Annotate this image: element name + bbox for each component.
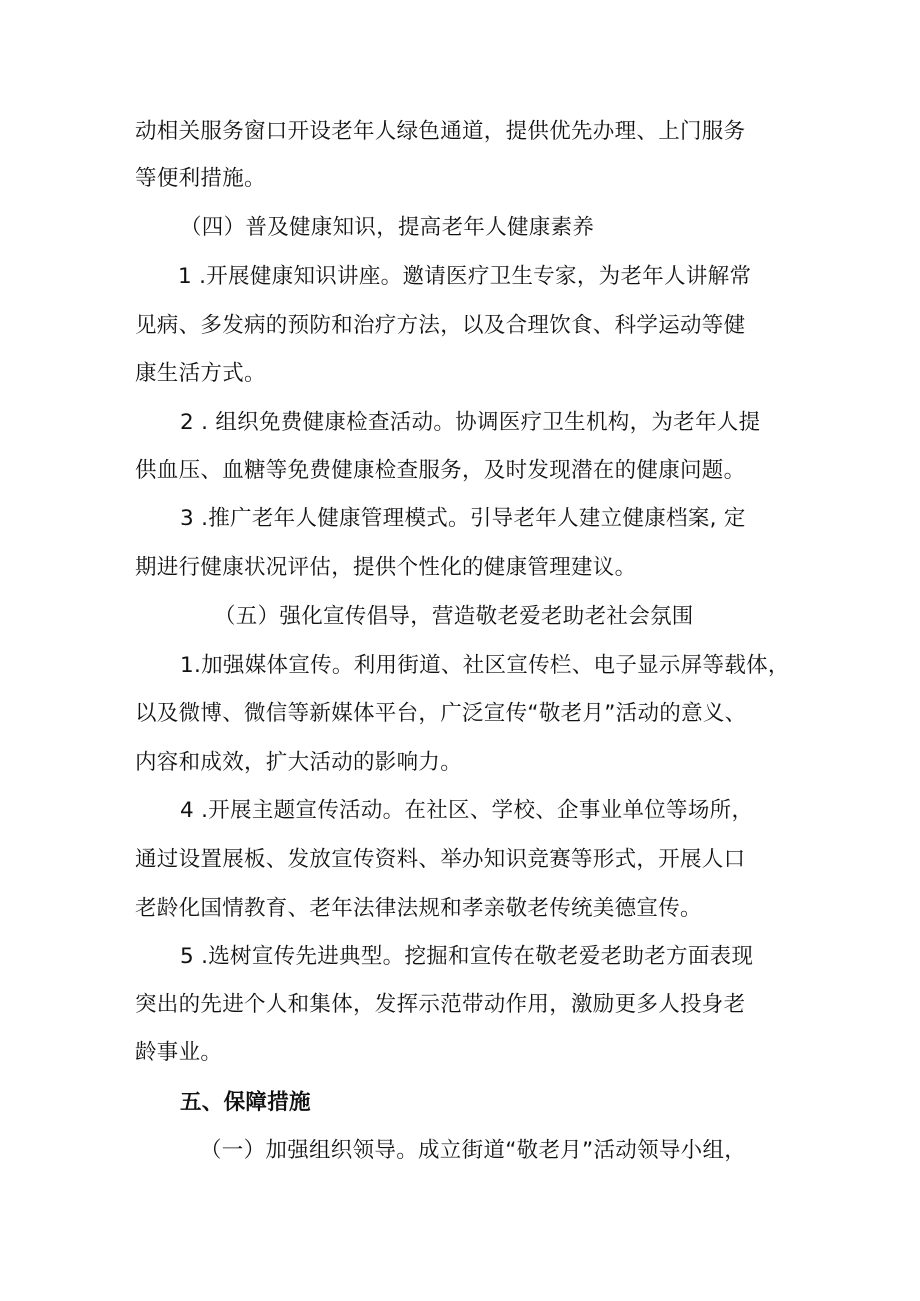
item-1-line-2: 见病、多发病的预防和治疗方法，以及合理饮食、科学运动等健 [135,313,746,338]
paragraph-line-2: 等便利措施。 [135,166,266,191]
item-5-line-2: 突出的先进个人和集体，发挥示范带动作用，激励更多人投身老 [135,992,746,1017]
paragraph-line-1: 动相关服务窗口开设老年人绿色通道，提供优先办理、上门服务 [135,119,746,144]
media-item-line-3: 内容和成效，扩大活动的影响力。 [135,750,463,775]
item-5-line-1: 5 .选树宣传先进典型。挖掘和宣传在敬老爱老助老方面表现 [180,944,754,969]
item-1-line-3: 康生活方式。 [135,361,266,386]
item-4-line-3: 老龄化国情教育、老年法律法规和孝亲敬老传统美德宣传。 [135,896,702,921]
item-2-line-2: 供血压、血糖等免费健康检查服务，及时发现潜在的健康问题。 [135,458,746,483]
item-3-line-1: 3 .推广老年人健康管理模式。引导老年人建立健康档案, 定 [180,506,746,531]
media-item-line-1: 1.加强媒体宣传。利用街道、社区宣传栏、电子显示屏等载体， [180,653,790,678]
item-1-line-1: 1 .开展健康知识讲座。邀请医疗卫生专家，为老年人讲解常 [178,264,752,289]
item-5-line-3: 龄事业。 [135,1040,223,1065]
section-heading-5: （五）强化宣传倡导，营造敬老爱老助老社会氛围 [214,604,694,629]
support-item-1-line-1: （一）加强组织领导。成立街道“敬老月”活动领导小组， [200,1138,747,1163]
item-2-line-1: 2 . 组织免费健康检查活动。协调医疗卫生机构，为老年人提 [180,410,761,435]
section-heading-4: （四）普及健康知识，提高老年人健康素养 [180,215,595,240]
media-item-line-2: 以及微博、微信等新媒体平台，广泛宣传“敬老月”活动的意义、 [135,701,747,726]
item-4-line-1: 4 .开展主题宣传活动。在社区、学校、企事业单位等场所， [180,798,754,823]
item-4-line-2: 通过设置展板、发放宣传资料、举办知识竞赛等形式，开展人口 [135,847,746,872]
chapter-heading-5: 五、保障措施 [180,1090,311,1115]
item-3-line-2: 期进行健康状况评估，提供个性化的健康管理建议。 [135,555,637,580]
